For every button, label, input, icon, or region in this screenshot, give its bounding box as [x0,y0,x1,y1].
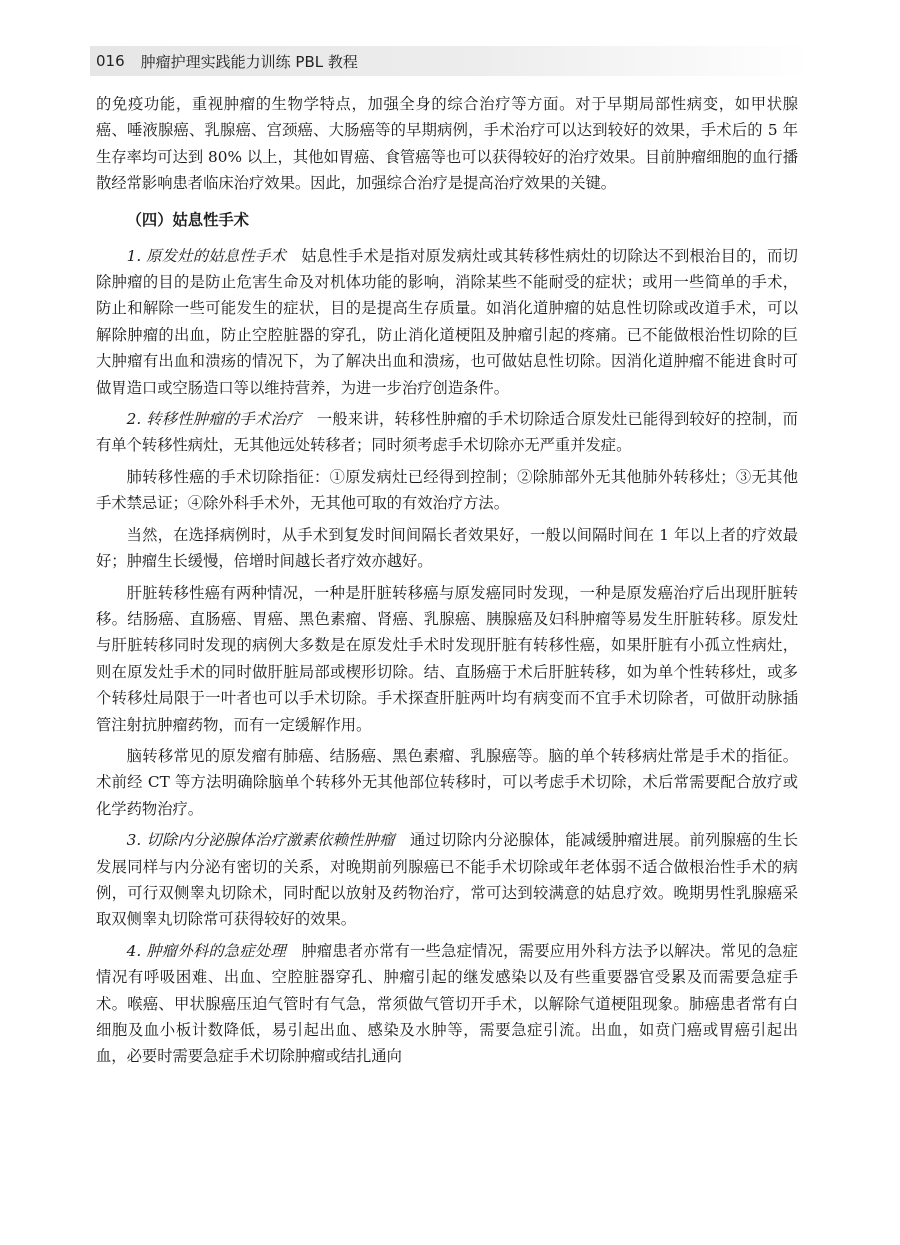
running-header [90,46,810,76]
subsection-heading-3: 3. 切除内分泌腺体治疗激素依赖性肿瘤 [126,831,395,850]
section-heading: （四）姑息性手术 [126,210,249,229]
page-body [96,91,798,1075]
paragraph-text: 姑息性手术是指对原发病灶或其转移性病灶的切除达不到根治目的，而切除肿瘤的目的是防止危害生命及对机体功能的影响，消除某些不能耐受的症状；或用一些简单的手术，防止和解除一些可能发生的症状，目的是提高生存质量。如消化道肿瘤的姑息性切除或改道手术，可以解除肿瘤的出血，防止空腔脏器的穿孔，防止消化道梗阻及肿瘤引起的疼痛。已不能做根治性切除的巨大肿瘤有出血和溃疡的情况下，为了解决出血和溃疡，也可做姑息性切除。因消化道肿瘤不能进食时可做胃造口或空肠造口等以维持营养，为进一步治疗创造条件。 [96,246,798,397]
paragraph-text: 一般来讲，转移性肿瘤的手术切除适合原发灶已能得到较好的控制，而有单个转移性病灶，无其他远处转移者；同时须考虑手术切除亦无严重并发症。 [96,410,798,455]
paragraph-metastatic-surgery [96,406,798,459]
paragraph-text: 肿瘤患者亦常有一些急症情况，需要应用外科方法予以解决。常见的急症情况有呼吸困难、出血、空腔脏器穿孔、肿瘤引起的继发感染以及有些重要器官受累及而需要急症手术。喉癌、甲状腺癌压迫气管时有气急，常须做气管切开手术，以解除气道梗阻现象。肺癌患者常有白细胞及血小板计数降低，易引起出血、感染及水肿等，需要急症引流。出血，如贲门癌或胃癌引起出血，必要时需要急症手术切除肿瘤或结扎通向 [96,941,798,1066]
page-number: 016 [96,52,125,70]
paragraph-liver-metastasis: 肝脏转移性癌有两种情况，一种是肝脏转移癌与原发癌同时发现，一种是原发癌治疗后出现肝脏转移。结肠癌、直肠癌、胃癌、黑色素瘤、肾癌、乳腺癌、胰腺癌及妇科肿瘤等易发生肝脏转移。原发灶与肝脏转移同时发现的病例大多数是在原发灶手术时发现肝脏有转移性癌，如果肝脏有小孤立性病灶，则在原发灶手术的同时做肝脏局部或楔形切除。结、直肠癌于术后肝脏转移，如为单个性转移灶，或多个转移灶局限于一叶者也可以手术切除。手术探查肝脏两叶均有病变而不宜手术切除者，可做肝动脉插管注射抗肿瘤药物，而有一定缓解作用。 [96,583,798,734]
paragraph-primary-palliative [96,243,798,401]
subsection-heading-4: 4. 肿瘤外科的急症处理 [126,941,287,960]
book-title: 肿瘤护理实践能力训练 PBL 教程 [140,52,358,71]
paragraph-endocrine-surgery [96,827,798,933]
paragraph-emergency [96,938,798,1070]
subsection-heading-1: 1. 原发灶的姑息性手术 [126,246,287,265]
paragraph-continued: 的免疫功能，重视肿瘤的生物学特点，加强全身的综合治疗等方面。对于早期局部性病变，如甲状腺癌、唾液腺癌、乳腺癌、宫颈癌、大肠癌等的早期病例，手术治疗可以达到较好的效果，手术后的 5 年生存率均可达到 80% 以上，其他如胃癌、食管癌等也可以获得较好的治疗效果。目前肿瘤细胞的血行播散经常影响患者临床治疗效果。因此，加强综合治疗是提高治疗效果的关键。 [96,95,798,193]
paragraph-case-selection: 当然，在选择病例时，从手术到复发时间间隔长者效果好，一般以间隔时间在 1 年以上者的疗效最好；肿瘤生长缓慢，倍增时间越长者疗效亦越好。 [96,525,798,571]
paragraph-text: 通过切除内分泌腺体，能减缓肿瘤进展。前列腺癌的生长发展同样与内分泌有密切的关系，对晚期前列腺癌已不能手术切除或年老体弱不适合做根治性手术的病例，可行双侧睾丸切除术，同时配以放射及药物治疗，常可达到较满意的姑息疗效。晚期男性乳腺癌采取双侧睾丸切除常可获得较好的效果。 [96,831,798,929]
subsection-heading-2: 2. 转移性肿瘤的手术治疗 [126,410,302,429]
paragraph-brain-metastasis: 脑转移常见的原发瘤有肺癌、结肠癌、黑色素瘤、乳腺癌等。脑的单个转移病灶常是手术的指征。术前经 CT 等方法明确除脑单个转移外无其他部位转移时，可以考虑手术切除，术后常需要配合放疗或化学药物治疗。 [96,746,798,818]
paragraph-lung-metastasis: 肺转移性癌的手术切除指征：①原发病灶已经得到控制；②除肺部外无其他肺外转移灶；③无其他手术禁忌证；④除外科手术外，无其他可取的有效治疗方法。 [96,467,798,513]
